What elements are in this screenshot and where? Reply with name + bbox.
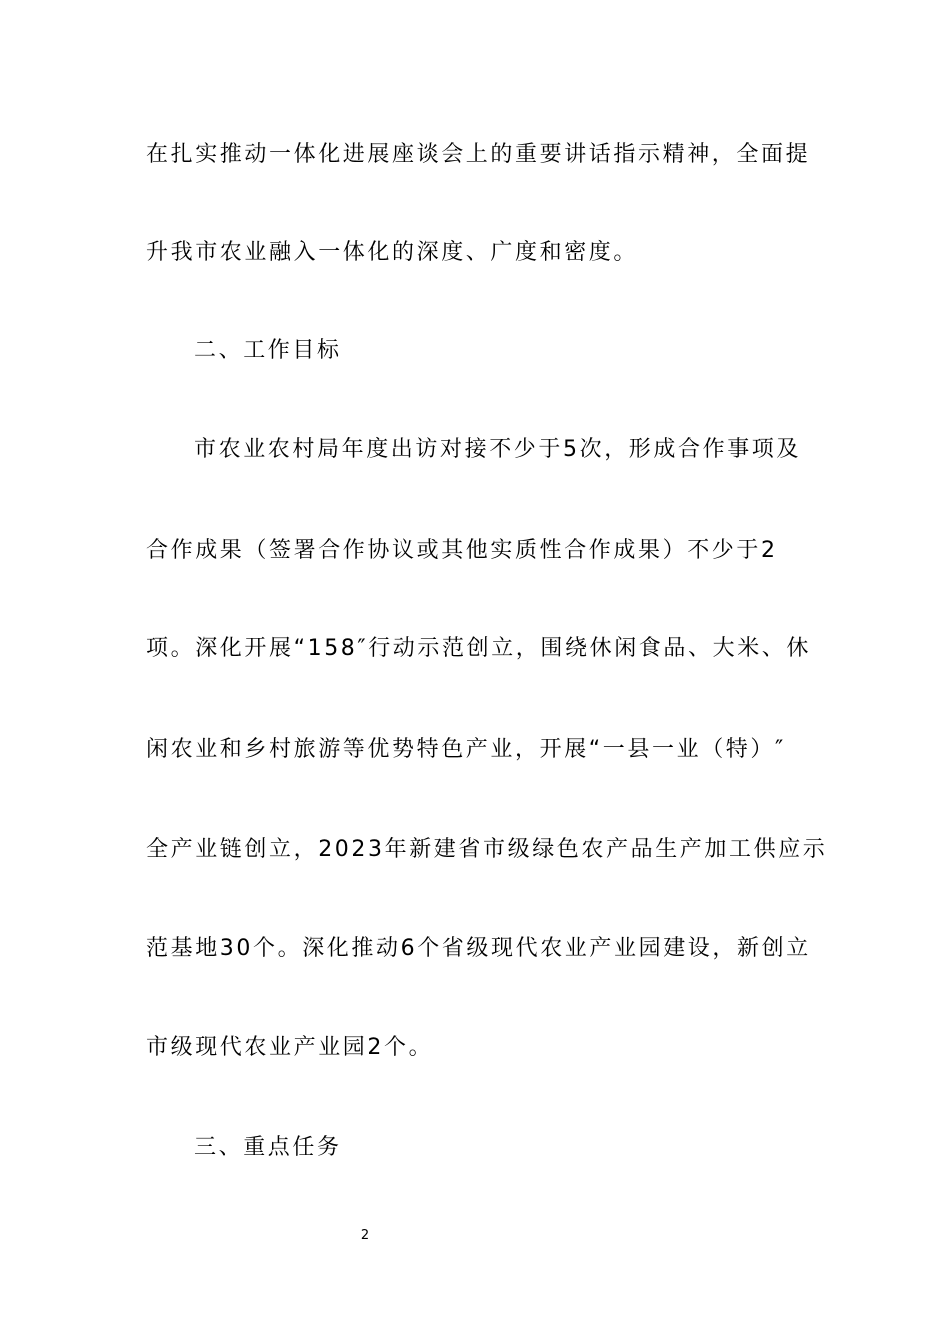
paragraph-line: 闲农业和乡村旅游等优势特色产业，开展“一县一业（特）″ — [146, 737, 786, 762]
paragraph-line: 范基地30个。深化推动6个省级现代农业产业园建设，新创立 — [146, 936, 811, 961]
section-heading: 三、重点任务 — [194, 1135, 342, 1160]
page-number: 2 — [360, 1228, 370, 1243]
paragraph-line: 升我市农业融入一体化的深度、广度和密度。 — [146, 240, 639, 265]
paragraph-line: 全产业链创立，2023年新建省市级绿色农产品生产加工供应示 — [146, 837, 828, 862]
section-heading: 二、工作目标 — [194, 338, 342, 363]
paragraph-line: 市农业农村局年度出访对接不少于5次，形成合作事项及 — [194, 437, 801, 462]
paragraph-line: 合作成果（签署合作协议或其他实质性合作成果）不少于2 — [146, 538, 778, 563]
paragraph-line: 市级现代农业产业园2个。 — [146, 1035, 434, 1060]
paragraph-line: 项。深化开展“158″行动示范创立，围绕休闲食品、大米、休 — [146, 636, 812, 661]
paragraph-line: 在扎实推动一体化进展座谈会上的重要讲话指示精神，全面提 — [146, 142, 811, 167]
